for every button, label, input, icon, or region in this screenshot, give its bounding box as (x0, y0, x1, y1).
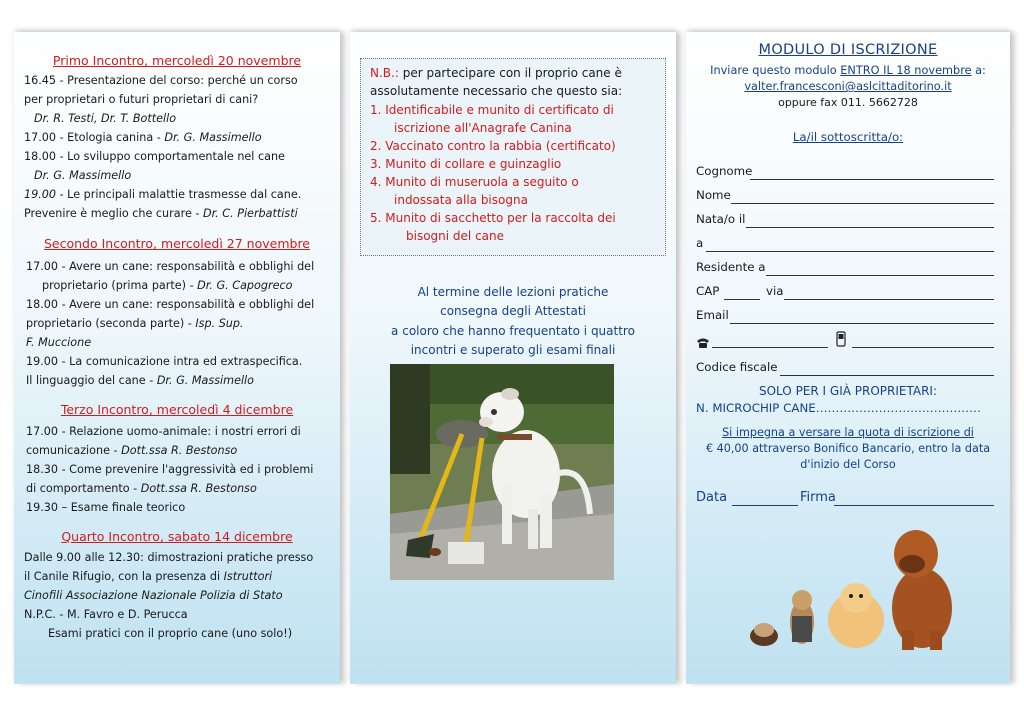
first-meeting-heading: Primo Incontro, mercoledì 20 novembre (52, 53, 302, 68)
session-topic: comunicazione - (26, 444, 122, 457)
first-meeting-line: 16.45 - Presentazione del corso: perché un corso (24, 74, 298, 87)
second-meeting-line (26, 315, 244, 334)
session-topic: - Le principali malattie trasmesse dal cane. (56, 188, 302, 201)
phone-icon (696, 334, 710, 353)
session-topic: proprietario (seconda parte) - (26, 317, 196, 330)
tax-code-field[interactable] (780, 375, 994, 376)
first-meeting-line: 18.00 - Lo sviluppo comportamentale nel cane (24, 150, 285, 163)
third-meeting-line (26, 480, 257, 499)
nb-line (370, 64, 622, 82)
residence-label: Residente a (696, 260, 766, 274)
requirement-item: 2. Vaccinato contro la rabbia (certificato) (370, 139, 616, 153)
session-topic: Il linguaggio del cane - (26, 374, 157, 387)
surname-label: Cognome (696, 164, 753, 178)
residence-field[interactable] (766, 275, 994, 276)
payment-note: Si impegna a versare la quota di iscrizione di (722, 426, 974, 439)
first-meeting-line (24, 205, 298, 224)
signed-label: La/il sottoscritta/o: (792, 130, 904, 144)
second-meeting-line: 19.00 - La comunicazione intra ed extraspecifica. (26, 355, 303, 368)
signature-label: Firma (800, 490, 836, 505)
tax-code-label: Codice fiscale (696, 360, 778, 374)
right-panel (686, 32, 1010, 684)
speaker-name: Isp. Sup. (195, 317, 244, 330)
email-field[interactable] (730, 323, 994, 324)
certificate-note: a coloro che hanno frequentato i quattro (391, 324, 635, 338)
requirement-item: indossata alla bisogna (394, 193, 528, 207)
send-text: a: (971, 64, 986, 77)
second-meeting-line: 18.00 - Avere un cane: responsabilità e obblighi del (26, 298, 315, 311)
send-instructions (686, 64, 1010, 77)
session-topic: di comportamento - (26, 482, 141, 495)
name-field[interactable] (731, 203, 994, 204)
requirement-item: 3. Munito di collare e guinzaglio (370, 157, 562, 171)
dogs-illustration (744, 520, 1010, 654)
birthdate-field[interactable] (746, 227, 994, 228)
certificate-note: consegna degli Attestati (440, 304, 586, 318)
street-field[interactable] (784, 299, 994, 300)
requirement-item: 1. Identificabile e munito di certificato di (370, 103, 614, 117)
third-meeting-line: 18.30 - Come prevenire l'aggressività ed i problemi (26, 463, 314, 476)
first-meeting-line (24, 186, 301, 205)
second-meeting-speaker: F. Muccione (26, 336, 92, 349)
fourth-meeting-line: Dalle 9.00 alle 12.30: dimostrazioni pratiche presso (24, 551, 314, 564)
second-meeting-heading: Secondo Incontro, mercoledì 27 novembre (43, 236, 311, 251)
fourth-meeting-line: Cinofili Associazione Nazionale Polizia di Stato (24, 589, 283, 602)
email-label: Email (696, 308, 729, 322)
second-meeting-line (42, 277, 292, 296)
form-title: MODULO DI ISCRIZIONE (758, 42, 938, 58)
first-meeting-line: per proprietari o futuri proprietari di cani? (24, 93, 259, 106)
requirement-item: bisogni del cane (406, 229, 505, 243)
second-meeting-line: 17.00 - Avere un cane: responsabilità e obblighi del (26, 260, 315, 273)
second-meeting-line (26, 372, 254, 391)
dog-cleaning-photo (390, 364, 614, 580)
session-time-text: 19.00 (24, 188, 57, 201)
first-meeting-speakers: Dr. R. Testi, Dr. T. Bottello (34, 112, 177, 125)
certificate-note: incontri e superato gli esami finali (410, 343, 616, 357)
left-panel (14, 32, 340, 684)
nb-line: assolutamente necessario che questo sia: (370, 84, 623, 98)
payment-note: € 40,00 attraverso Bonifico Bancario, entro la data (705, 442, 991, 455)
third-meeting-line (26, 442, 237, 461)
nb-label: N.B.: (370, 66, 399, 80)
deadline-label: ENTRO IL (840, 64, 893, 77)
signature-field[interactable] (834, 505, 994, 506)
phone-field[interactable] (712, 347, 828, 348)
third-meeting-line: 17.00 - Relazione uomo-animale: i nostri errori di (26, 425, 301, 438)
first-meeting-line (24, 129, 262, 148)
speaker-name: Dr. G. Capogreco (197, 279, 293, 292)
birthplace-field[interactable] (706, 251, 994, 252)
session-topic: Prevenire è meglio che curare - (24, 207, 203, 220)
microchip-field[interactable]: N. MICROCHIP CANE…………………………………… (696, 401, 981, 415)
session-topic: proprietario (prima parte) - (42, 279, 198, 292)
certificate-note: Al termine delle lezioni pratiche (417, 285, 609, 299)
third-meeting-line: 19.30 – Esame finale teorico (26, 501, 186, 514)
requirement-item: 5. Munito di sacchetto per la raccolta dei (370, 211, 616, 225)
birthdate-label: Nata/o il (696, 212, 746, 226)
date-label: Data (696, 490, 728, 505)
session-topic: il Canile Rifugio, con la presenza di (24, 570, 224, 583)
date-field[interactable] (732, 505, 798, 506)
nb-text: per partecipare con il proprio cane è (398, 66, 622, 80)
speaker-name: Dr. G. Massimello (156, 374, 255, 387)
mobile-field[interactable] (852, 347, 994, 348)
fax-number: oppure fax 011. 5662728 (778, 96, 918, 109)
dog-photo-illustration (390, 364, 614, 580)
cap-field[interactable] (724, 299, 760, 300)
requirements-box (360, 58, 666, 256)
owners-only-heading: SOLO PER I GIÀ PROPRIETARI: (758, 384, 937, 398)
session-time-text: 17.00 - Etologia canina - (24, 131, 165, 144)
third-meeting-heading: Terzo Incontro, mercoledì 4 dicembre (60, 402, 294, 417)
middle-panel (350, 32, 676, 684)
street-label: via (766, 284, 784, 298)
payment-note: d'inizio del Corso (800, 458, 896, 471)
surname-field[interactable] (750, 179, 994, 180)
speaker-name: Dr. G. Massimello (164, 131, 262, 144)
contact-email-link[interactable]: valter.francesconi@aslcittaditorino.it (744, 80, 952, 93)
send-text: Inviare questo modulo (710, 64, 841, 77)
fourth-meeting-note: Esami pratici con il proprio cane (uno solo!) (48, 627, 293, 640)
fourth-meeting-line (24, 568, 272, 587)
speaker-name: Dott.ssa R. Bestonso (140, 482, 257, 495)
instructors: Istruttori (223, 570, 273, 583)
speaker-name: Dott.ssa R. Bestonso (121, 444, 238, 457)
cap-label: CAP (696, 284, 720, 298)
name-label: Nome (696, 188, 731, 202)
fourth-meeting-heading: Quarto Incontro, sabato 14 dicembre (61, 529, 293, 544)
requirement-item: iscrizione all'Anagrafe Canina (394, 121, 572, 135)
first-meeting-speakers: Dr. G. Massimello (34, 169, 132, 182)
fourth-meeting-line: N.P.C. - M. Favro e D. Perucca (24, 608, 188, 621)
requirement-item: 4. Munito di museruola a seguito o (370, 175, 579, 189)
speaker-name: Dr. C. Pierbattisti (202, 207, 298, 220)
mobile-phone-icon (836, 331, 846, 351)
deadline-date: 18 novembre (892, 64, 972, 77)
birthplace-label: a (696, 236, 704, 250)
